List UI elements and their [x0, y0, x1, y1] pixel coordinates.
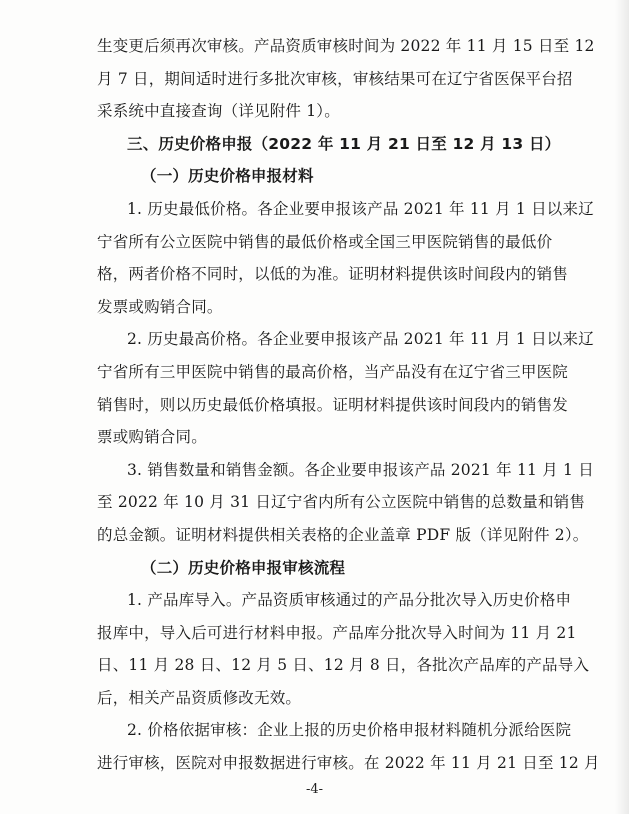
text-line: 日、11 月 28 日、12 月 5 日、12 月 8 日，各批次产品库的产品导入: [97, 656, 590, 675]
text-line: 2. 历史最高价格。各企业要申报该产品 2021 年 11 月 1 日以来辽: [127, 330, 594, 349]
text-line: 1. 产品库导入。产品资质审核通过的产品分批次导入历史价格申: [127, 591, 572, 610]
text-line: 至 2022 年 10 月 31 日辽宁省内所有公立医院中销售的总数量和销售: [97, 493, 586, 512]
text-line: 进行审核，医院对申报数据进行审核。在 2022 年 11 月 21 日至 12 月: [97, 754, 600, 773]
text-line: 月 7 日，期间适时进行多批次审核，审核结果可在辽宁省医保平台招: [97, 69, 573, 88]
text-line: 发票或购销合同。: [97, 297, 223, 316]
text-line: 1. 历史最低价格。各企业要申报该产品 2021 年 11 月 1 日以来辽: [127, 199, 594, 218]
text-line: 报库中，导入后可进行材料申报。产品库分批次导入时间为 11 月 21: [97, 623, 577, 642]
text-line: 3. 销售数量和销售金额。各企业要申报该产品 2021 年 11 月 1 日: [127, 460, 594, 479]
text-line: 格，两者价格不同时，以低的为准。证明材料提供该时间段内的销售: [97, 265, 569, 284]
text-line: 票或购销合同。: [97, 428, 207, 447]
text-line: 宁省所有三甲医院中销售的最高价格，当产品没有在辽宁省三甲医院: [97, 362, 569, 381]
text-line: 销售时，则以历史最低价格填报。证明材料提供该时间段内的销售发: [97, 395, 569, 414]
text-line: 的总金额。证明材料提供相关表格的企业盖章 PDF 版（详见附件 2）。: [97, 525, 589, 544]
subsection-heading: （二）历史价格申报审核流程: [141, 557, 346, 577]
document-body: [97, 30, 600, 780]
text-line: 后，相关产品资质修改无效。: [97, 688, 302, 707]
subsection-heading: （一）历史价格申报材料: [141, 166, 314, 186]
text-line: 生变更后须再次审核。产品资质审核时间为 2022 年 11 月 15 日至 12: [97, 37, 595, 55]
page-edge-shadow: [615, 0, 629, 814]
text-line: 2. 价格依据审核：企业上报的历史价格申报材料随机分派给医院: [127, 721, 572, 740]
text-line: 采系统中直接查询（详见附件 1）。: [97, 102, 340, 121]
section-heading: 三、历史价格申报（2022 年 11 月 21 日至 12 月 13 日）: [127, 134, 561, 153]
text-line: 宁省所有公立医院中销售的最低价格或全国三甲医院销售的最低价: [97, 232, 553, 251]
page-number: -4-: [305, 782, 324, 797]
